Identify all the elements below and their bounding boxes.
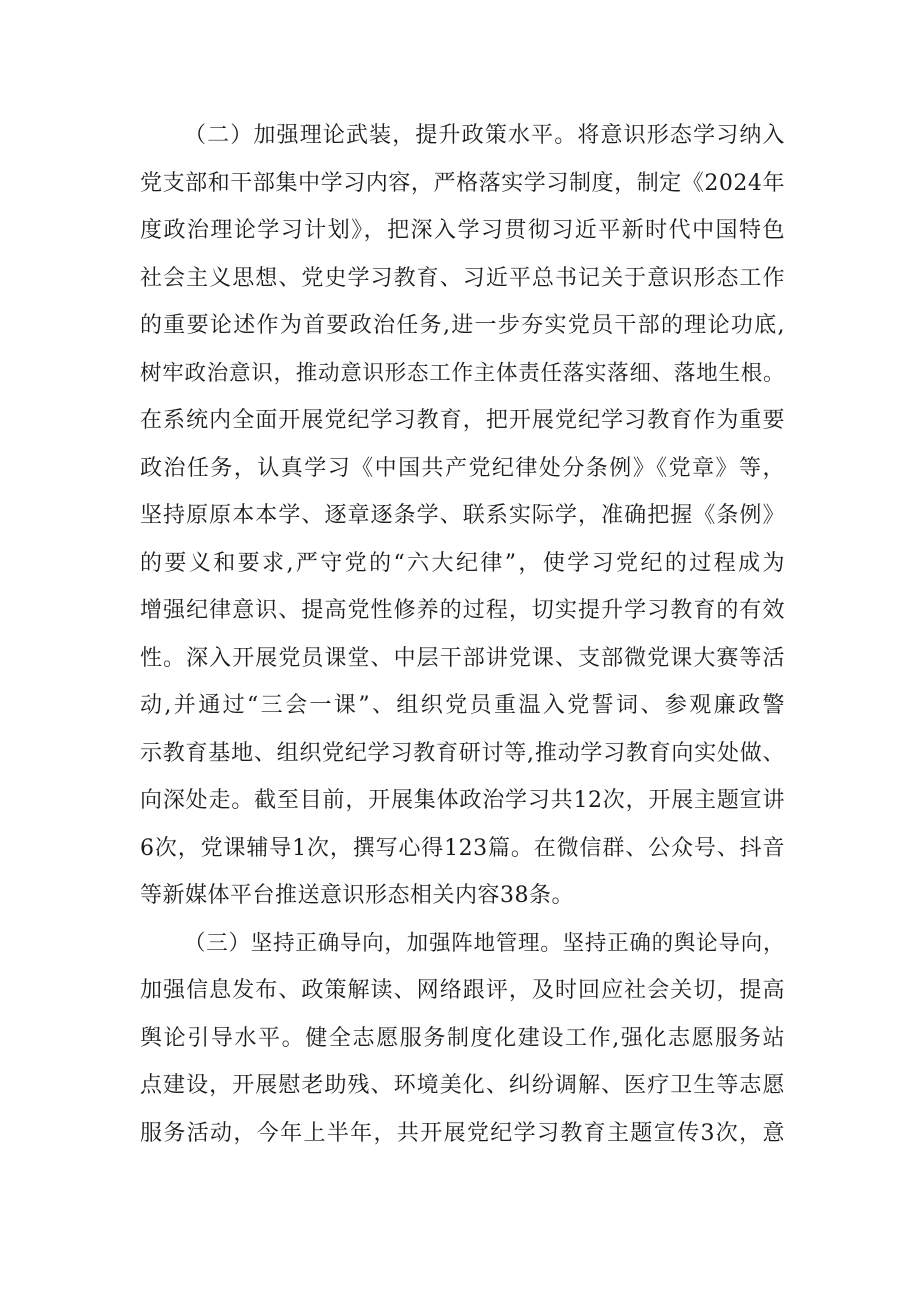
text-line: 等新媒体平台推送意识形态相关内容38条。 bbox=[140, 883, 574, 908]
text-line: 度政治理论学习计划》，把深入学习贯彻习近平新时代中国特色 bbox=[140, 218, 785, 243]
paragraph-3-heading-line: （三）坚持正确导向，加强阵地管理。坚持正确的舆论导向， bbox=[184, 930, 785, 956]
text-line: 政治任务，认真学习《中国共产党纪律处分条例》《党章》等， bbox=[140, 455, 785, 481]
text-line: 加强信息发布、政策解读、网络跟评，及时回应社会关切，提高 bbox=[140, 978, 785, 1003]
text-line: 的要义和要求,严守党的“六大纪律”，使学习党纪的过程成为 bbox=[140, 550, 785, 576]
paragraph-2-heading-line: （二）加强理论武装，提升政策水平。将意识形态学习纳入 bbox=[184, 123, 785, 148]
text-line: 坚持原原本本学、逐章逐条学、联系实际学，准确把握《条例》 bbox=[140, 503, 785, 528]
text-line: 树牢政治意识，推动意识形态工作主体责任落实落细、落地生根。 bbox=[140, 360, 785, 386]
text-line: 的重要论述作为首要政治任务,进一步夯实党员干部的理论功底, bbox=[140, 313, 785, 338]
text-line: 增强纪律意识、提高党性修养的过程，切实提升学习教育的有效 bbox=[140, 598, 785, 623]
text-line: 党支部和干部集中学习内容，严格落实学习制度，制定《2024年 bbox=[140, 170, 785, 196]
text-line: 服务活动，今年上半年，共开展党纪学习教育主题宣传3次，意 bbox=[140, 1120, 785, 1146]
text-line: 6次，党课辅导1次，撰写心得123篇。在微信群、公众号、抖音 bbox=[140, 835, 785, 861]
document-body bbox=[140, 112, 785, 1157]
text-line: 舆论引导水平。健全志愿服务制度化建设工作,强化志愿服务站 bbox=[140, 1025, 785, 1051]
text-line: 示教育基地、组织党纪学习教育研讨等,推动学习教育向实处做、 bbox=[140, 740, 785, 766]
text-line: 在系统内全面开展党纪学习教育，把开展党纪学习教育作为重要 bbox=[140, 408, 785, 433]
text-line: 向深处走。截至目前，开展集体政治学习共12次，开展主题宣讲 bbox=[140, 788, 785, 813]
text-line: 社会主义思想、党史学习教育、习近平总书记关于意识形态工作 bbox=[140, 265, 785, 291]
text-line: 动,并通过“三会一课”、组织党员重温入党誓词、参观廉政警 bbox=[140, 693, 785, 718]
text-line: 性。深入开展党员课堂、中层干部讲党课、支部微党课大赛等活 bbox=[140, 645, 785, 671]
text-line: 点建设，开展慰老助残、环境美化、纠纷调解、医疗卫生等志愿 bbox=[140, 1073, 785, 1098]
